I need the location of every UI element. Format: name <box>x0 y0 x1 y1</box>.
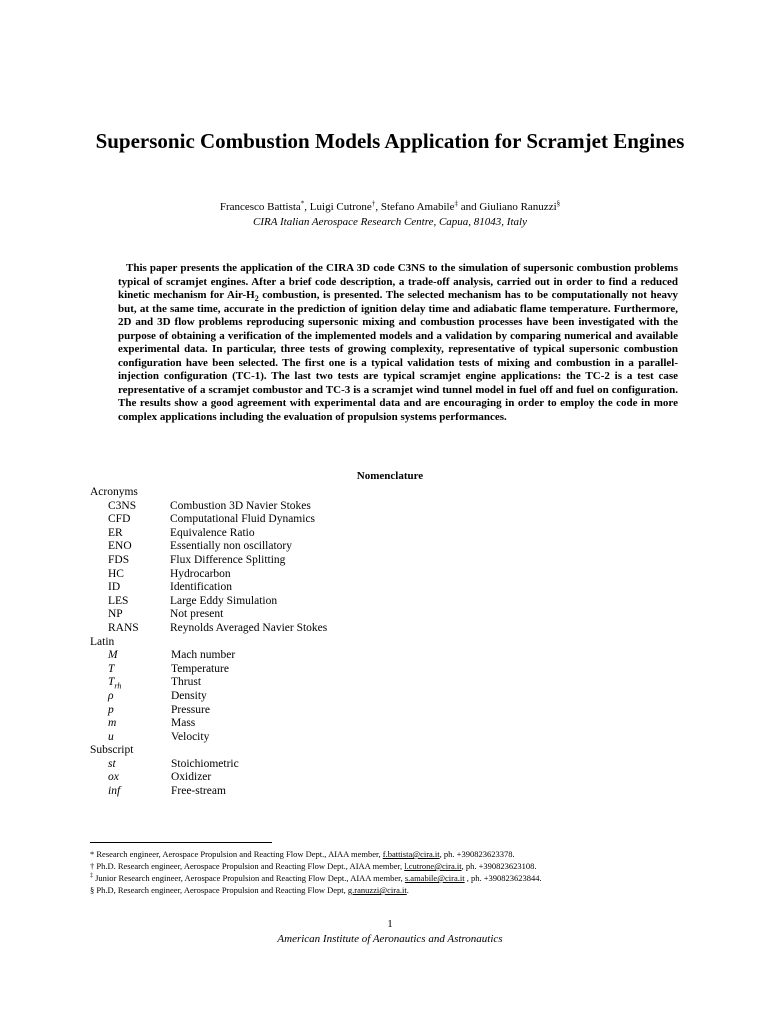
author-mark: ‡ <box>454 199 458 208</box>
footnote-mark: ‡ <box>90 873 93 880</box>
nomenclature-symbol <box>108 500 136 514</box>
nomenclature-row <box>90 771 690 785</box>
nomenclature-row <box>90 731 690 745</box>
nomenclature-definition: Temperature <box>171 662 229 675</box>
nomenclature-symbol <box>108 581 120 595</box>
footnote-email-link[interactable]: f.battista@cira.it <box>382 849 440 859</box>
nomenclature-symbol <box>108 527 123 541</box>
nomenclature-row <box>90 676 690 690</box>
symbol-text: HC <box>108 567 124 580</box>
nomenclature-symbol <box>108 731 114 745</box>
nomenclature-definition: Computational Fluid Dynamics <box>170 513 316 526</box>
author-separator: , <box>304 201 310 213</box>
footnote-text: Ph.D. Research engineer, Aerospace Propulsion and Reacting Flow Dept., AIAA member, <box>94 861 405 871</box>
nomenclature-symbol <box>108 513 130 527</box>
nomenclature-row <box>90 527 690 541</box>
nomenclature-symbol <box>108 568 124 582</box>
nomenclature-heading: Nomenclature <box>356 470 424 482</box>
footnotes <box>90 848 690 896</box>
footnote <box>90 860 690 872</box>
nomenclature-symbol <box>108 608 123 622</box>
nomenclature-symbol <box>108 676 121 690</box>
author-name: Giuliano Ranuzzi <box>479 201 557 213</box>
footnote-text: Research engineer, Aerospace Propulsion and Reacting Flow Dept., AIAA member, <box>94 849 383 859</box>
symbol-text: ID <box>108 581 121 594</box>
journal-footer: American Institute of Aeronautics and Astronautics <box>277 933 503 945</box>
nomenclature-definition: Reynolds Averaged Navier Stokes <box>170 621 328 634</box>
symbol-text: ρ <box>108 689 114 702</box>
nomenclature-definition: Density <box>171 689 207 702</box>
footnote-text: Junior Research engineer, Aerospace Propulsion and Reacting Flow Dept., AIAA member, <box>93 873 405 883</box>
symbol-text: st <box>108 757 116 770</box>
nomenclature-row <box>90 704 690 718</box>
nomenclature-symbol <box>108 622 139 636</box>
paper-title: Supersonic Combustion Models Application for Scramjet Engines <box>95 129 685 153</box>
symbol-text: C3NS <box>108 499 137 512</box>
nomenclature-row <box>90 540 690 554</box>
nomenclature-symbol <box>108 785 120 799</box>
nomenclature-definition: Identification <box>170 581 232 594</box>
nomenclature-row <box>90 608 690 622</box>
abstract-text-part2: combustion, is presented. The selected mechanism has to be computationally not heavy but, at the same time, accurate in the prediction of ignition delay time and adiabatic flame temperature. Furthermore, 2D and 3D flow problems reproducing supersonic mixing and combustion processes have been investigated with the purpose of obtaining a verification of the implemented models and a validation by comparing numerical and available experimental data. In particular, three tests of growing complexity, representative of typical supersonic combustion configuration have been selected. The first one is a typical validation tests of mixing and combustion in a parallel-injection configuration (TC-1). The last two tests are typical scramjet engine applications: the TC-2 is a test case representative of a scramjet combustor and TC-3 is a scramjet wind tunnel model in fuel off and fuel on configuration. The results show a good agreement with experimental data and are encouraging in order to employ the code in more complex applications including the evaluation of propulsion systems performances. <box>118 289 678 423</box>
symbol-text: RANS <box>108 621 139 634</box>
nomenclature-symbol <box>108 690 114 704</box>
symbol-text: M <box>108 649 118 662</box>
nomenclature-definition: Combustion 3D Navier Stokes <box>170 499 311 512</box>
author-separator: , <box>375 201 381 213</box>
nomenclature-definition: Mass <box>171 717 196 730</box>
nomenclature-definition: Mach number <box>171 649 236 662</box>
nomenclature-row <box>90 663 690 677</box>
footnote-divider <box>90 842 272 843</box>
nomenclature-symbol <box>108 704 114 718</box>
affiliation: CIRA Italian Aerospace Research Centre, Capua, 81043, Italy <box>253 216 527 228</box>
abstract-subscript: 2 <box>254 294 259 304</box>
footnote-tail: , ph. +390823623378. <box>439 849 515 859</box>
symbol-text: FDS <box>108 553 130 566</box>
nomenclature-symbol <box>108 649 118 663</box>
symbol-text: ER <box>108 526 123 539</box>
nomenclature-symbol <box>108 540 132 554</box>
footnote <box>90 884 690 896</box>
author-name: Luigi Cutrone <box>309 201 372 213</box>
symbol-text: u <box>108 730 114 743</box>
author-list <box>90 200 690 214</box>
symbol-text: m <box>108 717 117 730</box>
nomenclature-definition: Hydrocarbon <box>170 567 231 580</box>
nomenclature-row <box>90 717 690 731</box>
nomenclature-definition: Equivalence Ratio <box>170 526 255 539</box>
nomenclature-definition: Flux Difference Splitting <box>170 553 286 566</box>
nomenclature-symbol <box>108 554 129 568</box>
nomenclature-definition: Essentially non oscillatory <box>170 540 293 553</box>
author-name: Stefano Amabile <box>380 201 455 213</box>
nomenclature-definition: Free-stream <box>171 785 226 798</box>
symbol-text: T <box>108 662 115 675</box>
author-separator: and <box>457 201 480 213</box>
footnote-email-link[interactable]: g.ranuzzi@cira.it <box>347 885 407 895</box>
footnote-mark: * <box>90 849 95 859</box>
nomenclature-row <box>90 500 690 514</box>
abstract-text-part1: This paper presents the application of the CIRA 3D code C3NS to the simulation of supersonic combustion problems typical of scramjet engines. After a brief code description, a trade-off analysis, carried out in order to find a reduced kinetic mechanism for Air-H <box>118 262 678 301</box>
author-mark: * <box>300 199 305 208</box>
nomenclature-symbol <box>108 663 114 677</box>
footnote-text: Ph.D, Research engineer, Aerospace Propulsion and Reacting Flow Dept, <box>94 885 348 895</box>
nomenclature-definition: Pressure <box>171 703 210 716</box>
nomenclature-definition: Large Eddy Simulation <box>170 594 278 607</box>
nomenclature-row <box>90 649 690 663</box>
symbol-text: p <box>108 703 114 716</box>
author-mark: † <box>371 199 376 208</box>
symbol-text: NP <box>108 608 123 621</box>
abstract <box>118 262 678 424</box>
footnote <box>90 848 690 860</box>
symbol-text: CFD <box>108 513 131 526</box>
nomenclature-row <box>90 554 690 568</box>
nomenclature-row <box>90 581 690 595</box>
nomenclature-row <box>90 595 690 609</box>
acronyms-label: Acronyms <box>90 486 138 498</box>
symbol-text: ENO <box>108 540 132 553</box>
author-mark: § <box>556 199 561 208</box>
author-name: Francesco Battista <box>219 201 301 213</box>
nomenclature-definition: Stoichiometric <box>171 757 239 770</box>
footnote-email-link[interactable]: l.cutrone@cira.it <box>404 861 462 871</box>
nomenclature-symbol <box>108 758 116 772</box>
footnote-tail: , ph. +390823623108. <box>461 861 537 871</box>
footnote-tail: , ph. +390823623844. <box>464 873 542 883</box>
nomenclature-row <box>90 690 690 704</box>
nomenclature-definition: Oxidizer <box>171 771 212 784</box>
nomenclature-row <box>90 513 690 527</box>
nomenclature-row <box>90 758 690 772</box>
footnote-email-link[interactable]: s.amabile@cira.it <box>404 873 465 883</box>
footnote-tail: . <box>406 885 409 895</box>
nomenclature-row <box>90 622 690 636</box>
symbol-text: inf <box>108 785 121 798</box>
nomenclature-definition: Velocity <box>171 730 210 743</box>
nomenclature-symbol <box>108 771 119 785</box>
latin-label: Latin <box>90 635 115 648</box>
nomenclature-definition: Not present <box>170 608 224 621</box>
nomenclature-symbol <box>108 717 116 731</box>
symbol-text: LES <box>108 594 129 607</box>
symbol-text: T <box>108 676 115 689</box>
nomenclature-symbol <box>108 595 128 609</box>
footnote <box>90 872 690 884</box>
subscript-label: Subscript <box>90 744 134 757</box>
symbol-text: ox <box>108 771 119 784</box>
nomenclature-list <box>90 486 690 799</box>
footnote-mark: § <box>90 885 95 895</box>
nomenclature-row <box>90 785 690 799</box>
footnote-mark: † <box>90 861 95 871</box>
nomenclature-definition: Thrust <box>171 676 202 689</box>
nomenclature-row <box>90 568 690 582</box>
page-number: 1 <box>387 918 393 930</box>
symbol-subscript: rh <box>114 681 122 691</box>
